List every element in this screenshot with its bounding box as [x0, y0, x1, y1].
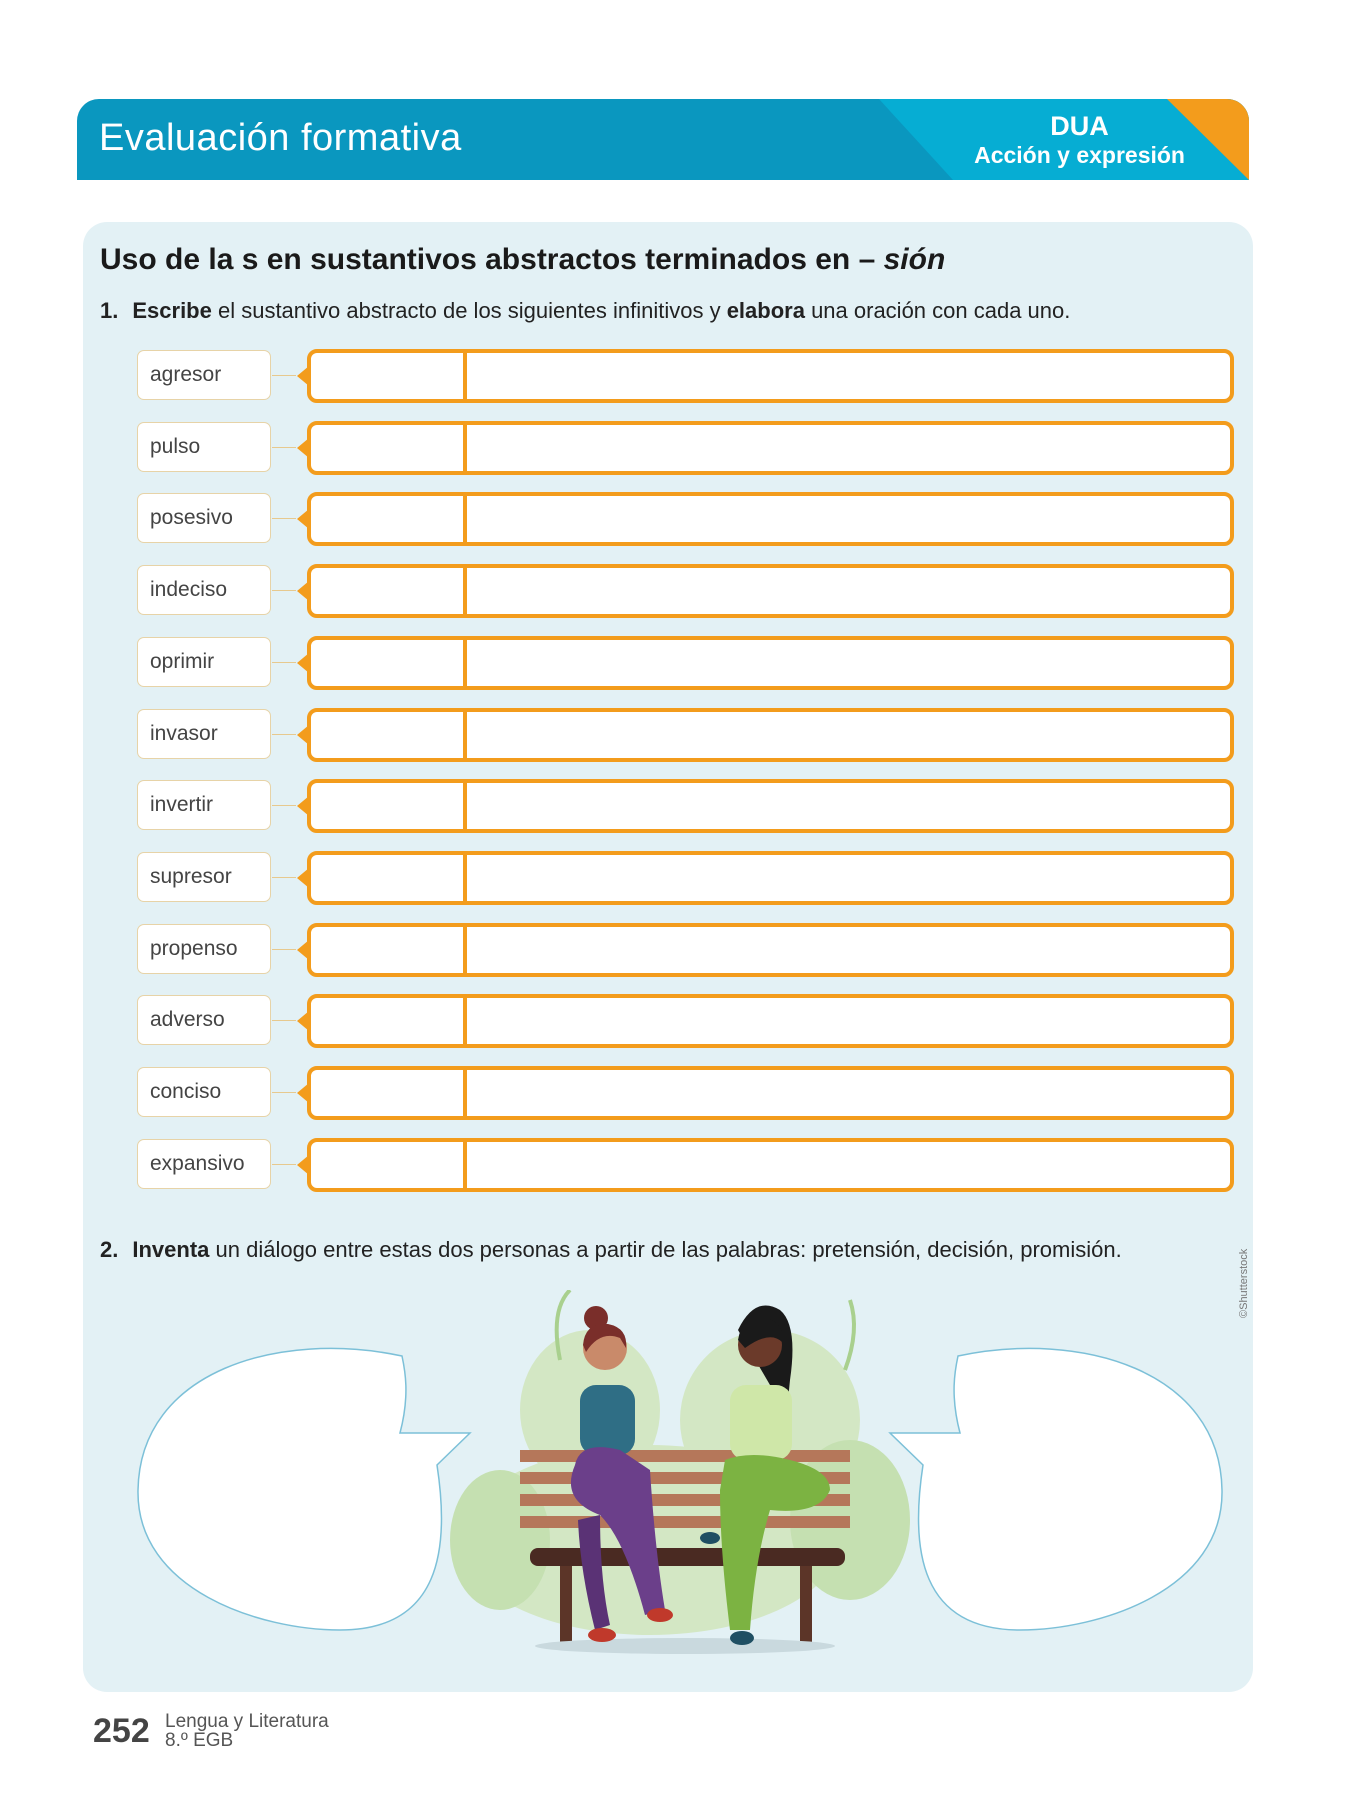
left-speech-bubble[interactable] [138, 1348, 470, 1630]
word-row [137, 995, 1237, 1049]
infinitive-word: invasor [137, 709, 271, 759]
infinitive-word: agresor [137, 350, 271, 400]
word-row [137, 1067, 1237, 1121]
word-row [137, 422, 1237, 476]
section-title [100, 243, 945, 277]
sentence-answer-field[interactable] [307, 923, 1234, 977]
word-row [137, 780, 1237, 834]
connector-line [272, 662, 296, 663]
infinitive-word: pulso [137, 422, 271, 472]
word-row [137, 852, 1237, 906]
question-1-verb: Escribe [132, 298, 212, 323]
right-speech-bubble[interactable] [890, 1348, 1222, 1630]
question-2-number: 2. [100, 1237, 119, 1262]
word-row [137, 924, 1237, 978]
abstract-noun-field[interactable] [311, 783, 467, 829]
section-title-text: Uso de la s en sustantivos abstractos terminados en – [100, 243, 876, 276]
sentence-answer-field[interactable] [307, 779, 1234, 833]
abstract-noun-field[interactable] [311, 640, 467, 686]
infinitive-word: indeciso [137, 565, 271, 615]
sentence-answer-field[interactable] [307, 851, 1234, 905]
image-credit: ©Shutterstock [1238, 1248, 1250, 1318]
infinitive-word: propenso [137, 924, 271, 974]
foliage [450, 1290, 910, 1635]
sentence-answer-field[interactable] [307, 994, 1234, 1048]
connector-line [272, 1092, 296, 1093]
connector-line [272, 590, 296, 591]
abstract-noun-field[interactable] [311, 353, 467, 399]
abstract-noun-field[interactable] [311, 998, 467, 1044]
word-row [137, 1139, 1237, 1193]
question-2 [100, 1237, 1122, 1263]
abstract-noun-field[interactable] [311, 927, 467, 973]
page-title: Evaluación formativa [99, 117, 462, 159]
question-2-verb: Inventa [132, 1237, 210, 1262]
dua-subtitle: Acción y expresión [974, 142, 1185, 168]
connector-line [272, 949, 296, 950]
dialogue-illustration [130, 1290, 1230, 1660]
word-row [137, 565, 1237, 619]
abstract-noun-field[interactable] [311, 496, 467, 542]
question-1 [100, 298, 1070, 324]
connector-line [272, 1164, 296, 1165]
infinitive-word: supresor [137, 852, 271, 902]
dua-badge [974, 111, 1185, 169]
word-row [137, 709, 1237, 763]
sentence-answer-field[interactable] [307, 564, 1234, 618]
connector-line [272, 518, 296, 519]
question-1-number: 1. [100, 298, 119, 323]
word-row [137, 637, 1237, 691]
abstract-noun-field[interactable] [311, 1070, 467, 1116]
question-2-text: un diálogo entre estas dos personas a partir de las palabras: pretensión, decisión, promisión. [209, 1237, 1122, 1262]
connector-line [272, 375, 296, 376]
sentence-answer-field[interactable] [307, 1066, 1234, 1120]
dua-title: DUA [1050, 111, 1109, 141]
infinitive-word: expansivo [137, 1139, 271, 1189]
sentence-answer-field[interactable] [307, 1138, 1234, 1192]
header-banner [77, 99, 1249, 180]
infinitive-word: conciso [137, 1067, 271, 1117]
connector-line [272, 734, 296, 735]
page-number: 252 [93, 1712, 150, 1750]
footer-subject: Lengua y Literatura [165, 1711, 329, 1732]
connector-line [272, 447, 296, 448]
abstract-noun-field[interactable] [311, 712, 467, 758]
abstract-noun-field[interactable] [311, 568, 467, 614]
word-row [137, 493, 1237, 547]
section-title-suffix: sión [883, 243, 946, 276]
abstract-noun-field[interactable] [311, 425, 467, 471]
infinitive-word: invertir [137, 780, 271, 830]
question-1-verb-2: elabora [726, 298, 805, 323]
sentence-answer-field[interactable] [307, 636, 1234, 690]
connector-line [272, 1020, 296, 1021]
infinitive-word: posesivo [137, 493, 271, 543]
infinitive-word: adverso [137, 995, 271, 1045]
sentence-answer-field[interactable] [307, 708, 1234, 762]
word-row [137, 350, 1237, 404]
infinitive-word: oprimir [137, 637, 271, 687]
footer-grade: 8.º EGB [165, 1730, 234, 1751]
sentence-answer-field[interactable] [307, 421, 1234, 475]
connector-line [272, 877, 296, 878]
question-1-text-b: una oración con cada uno. [804, 298, 1071, 323]
sentence-answer-field[interactable] [307, 349, 1234, 403]
footer-info [165, 1712, 329, 1750]
sentence-answer-field[interactable] [307, 492, 1234, 546]
abstract-noun-field[interactable] [311, 855, 467, 901]
question-1-text-a: el sustantivo abstracto de los siguientes infinitivos y [211, 298, 727, 323]
connector-line [272, 805, 296, 806]
abstract-noun-field[interactable] [311, 1142, 467, 1188]
